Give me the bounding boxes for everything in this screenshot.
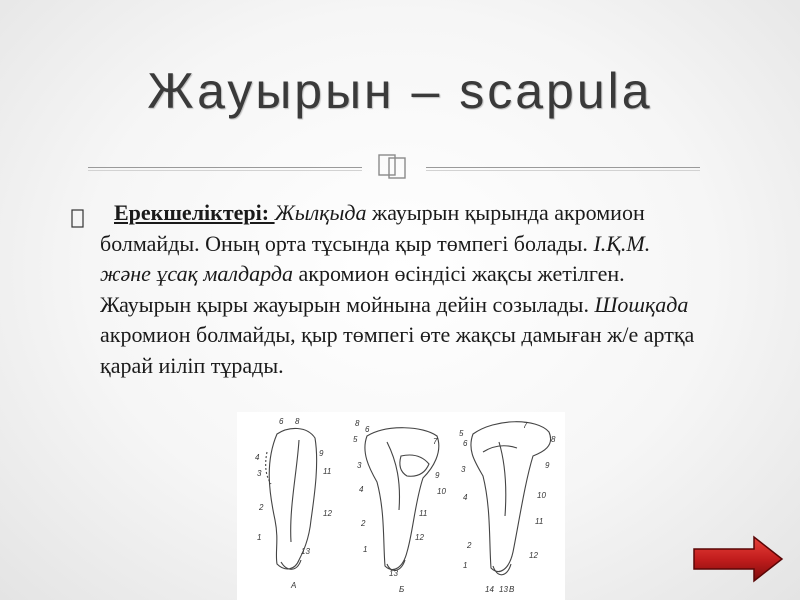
svg-text:1: 1 [363, 545, 368, 554]
svg-text:9: 9 [435, 471, 440, 480]
svg-text:12: 12 [323, 509, 332, 518]
svg-text:2: 2 [361, 519, 366, 528]
svg-text:3: 3 [257, 469, 262, 478]
svg-text:14: 14 [485, 585, 494, 594]
bullet-icon [70, 208, 86, 230]
svg-text:13: 13 [389, 569, 398, 578]
svg-text:13: 13 [301, 547, 310, 556]
svg-text:2: 2 [259, 503, 264, 512]
svg-text:6: 6 [463, 439, 468, 448]
svg-text:10: 10 [537, 491, 546, 500]
svg-text:11: 11 [323, 467, 332, 476]
svg-text:9: 9 [319, 449, 324, 458]
svg-text:10: 10 [437, 487, 446, 496]
slide-title: Жауырын – scapula [147, 63, 653, 119]
svg-text:3: 3 [461, 465, 466, 474]
svg-text:7: 7 [433, 437, 438, 446]
body-pig: Шошқада [594, 291, 689, 317]
svg-text:A: A [291, 581, 297, 590]
body-paragraph [100, 198, 700, 382]
svg-text:5: 5 [353, 435, 358, 444]
svg-text:В: В [509, 585, 515, 594]
figure-labels [255, 417, 556, 594]
svg-text:5: 5 [459, 429, 464, 438]
svg-text:6: 6 [279, 417, 284, 426]
svg-text:4: 4 [255, 453, 260, 462]
svg-text:2: 2 [467, 541, 472, 550]
body-cattle: І.Қ.М. және ұсақ малдарда [100, 230, 651, 287]
svg-text:12: 12 [529, 551, 538, 560]
svg-text:13: 13 [499, 585, 508, 594]
title-divider [88, 153, 700, 179]
body-seg4: акромион өсіндісі жақсы жетілген. Жауырын қыры жауырын мойнына дейін созылады. [100, 261, 625, 317]
ornament-icon [376, 153, 410, 179]
svg-text:4: 4 [463, 493, 468, 502]
svg-text:9: 9 [545, 461, 550, 470]
body-horse: Жылқыда [274, 200, 367, 225]
svg-text:4: 4 [359, 485, 364, 494]
svg-text:1: 1 [463, 561, 468, 570]
svg-text:8: 8 [295, 417, 300, 426]
svg-text:12: 12 [415, 533, 424, 542]
svg-text:3: 3 [357, 461, 362, 470]
body-seg6: акромион болмайды, қыр төмпегі өте жақсы дамыған ж/е артқа қарай иіліп тұрады. [100, 322, 695, 378]
scapula-b [365, 428, 439, 571]
svg-text:11: 11 [419, 509, 428, 518]
svg-text:Б: Б [399, 585, 405, 594]
svg-text:11: 11 [535, 517, 544, 526]
next-arrow-button[interactable] [692, 535, 784, 583]
svg-text:1: 1 [257, 533, 262, 542]
body-lead: Ерекшеліктері: [114, 200, 275, 225]
svg-text:6: 6 [365, 425, 370, 434]
svg-text:7: 7 [523, 421, 528, 430]
scapula-figure [237, 412, 565, 600]
svg-text:8: 8 [551, 435, 556, 444]
svg-text:8: 8 [355, 419, 360, 428]
body-seg2: жауырын қырында акромион болмайды. Оның орта тұсында қыр төмпегі болады. [100, 200, 645, 256]
